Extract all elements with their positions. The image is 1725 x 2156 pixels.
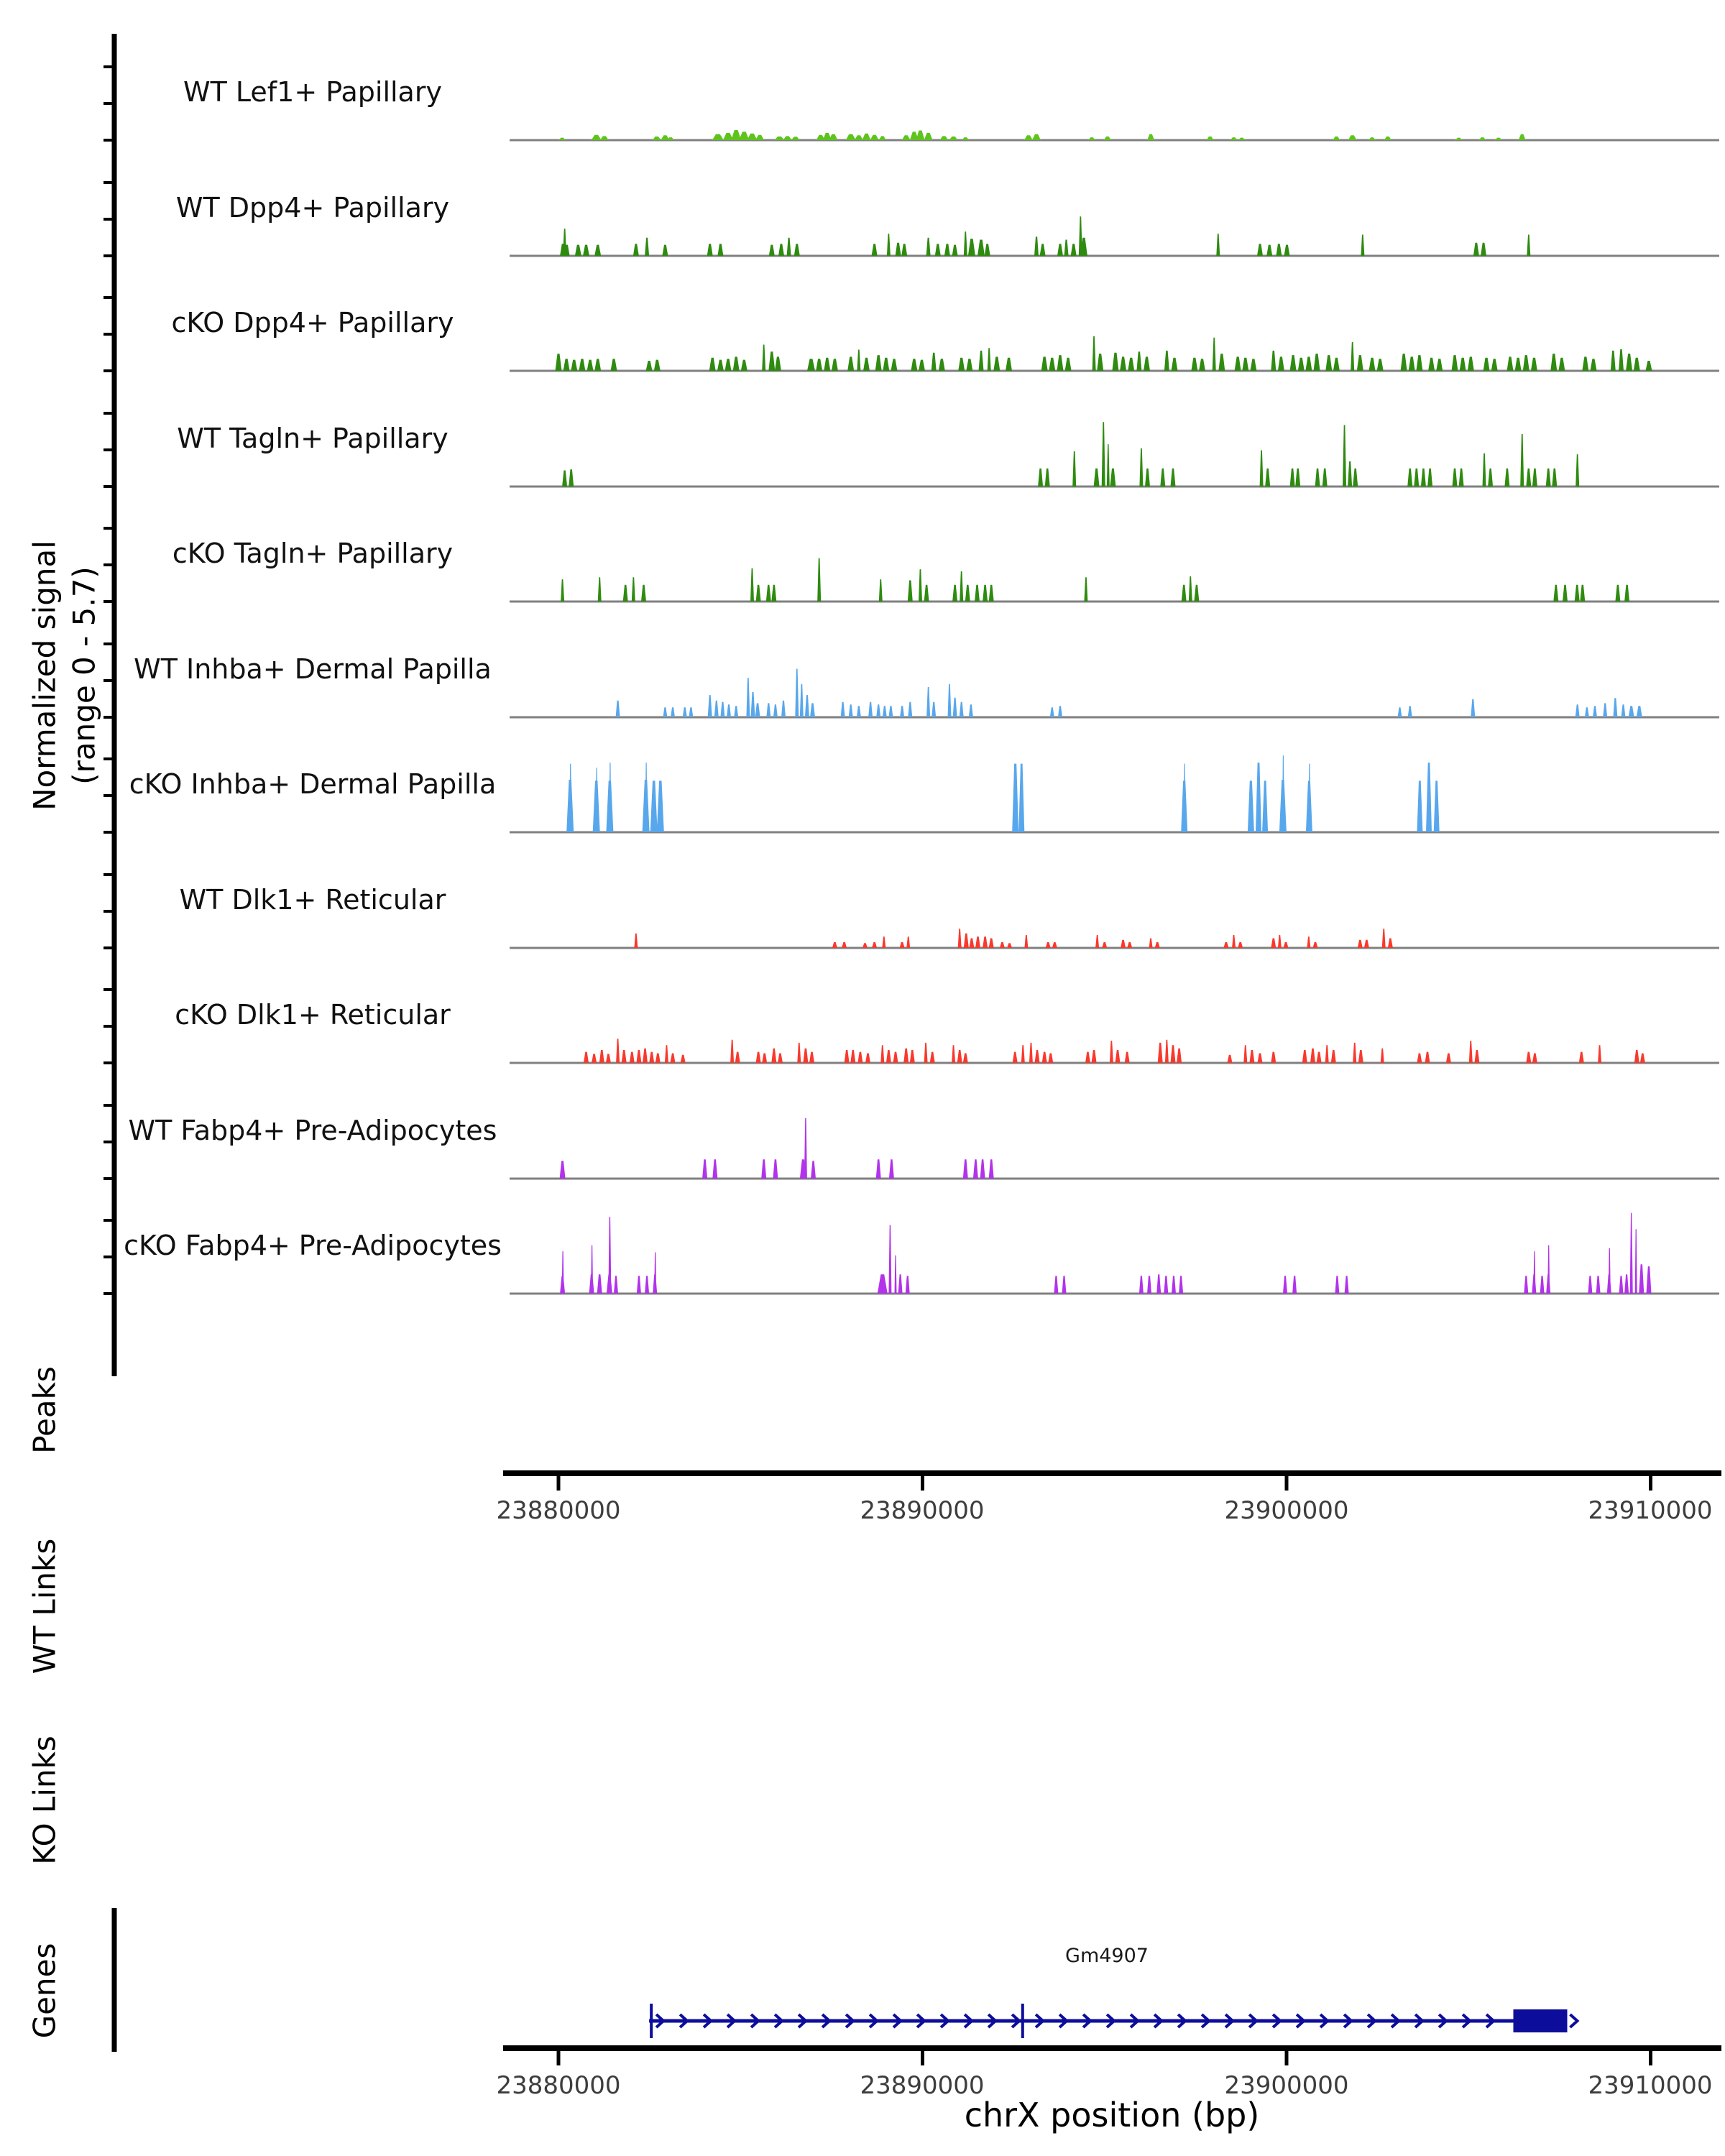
track-signal-4 (561, 558, 1629, 602)
genes-axis-tick-23900000: 23900000 (1224, 2071, 1349, 2100)
track-signal-6 (566, 755, 1440, 832)
genes-axis-tick-23910000: 23910000 (1588, 2071, 1713, 2100)
section-label-ko-links: KO Links (27, 1736, 63, 1865)
track-label-wt-lef1-papillary: WT Lef1+ Papillary (183, 76, 442, 108)
track-signal-0 (558, 130, 1526, 140)
section-label-peaks: Peaks (27, 1366, 63, 1454)
peaks-axis-tick-23880000: 23880000 (496, 1496, 621, 1525)
gene-name-label: Gm4907 (1065, 1945, 1149, 1967)
section-label-wt-links: WT Links (27, 1538, 63, 1674)
track-signal-5 (616, 669, 1642, 717)
track-label-wt-inhba-dp: WT Inhba+ Dermal Papilla (134, 653, 492, 685)
track-label-cko-dpp4-papillary: cKO Dpp4+ Papillary (171, 307, 454, 338)
x-axis-title: chrX position (bp) (964, 2096, 1260, 2134)
track-signal-8 (584, 1038, 1645, 1063)
y-axis-label-line1: Normalized signal (27, 540, 63, 811)
peaks-axis-tick-23900000: 23900000 (1224, 1496, 1349, 1525)
track-signal-3 (562, 422, 1579, 487)
track-label-wt-tagln-papillary: WT Tagln+ Papillary (177, 423, 448, 454)
track-label-wt-dlk1-reticular: WT Dlk1+ Reticular (179, 884, 446, 916)
genes-axis-tick-23880000: 23880000 (496, 2071, 621, 2100)
peaks-axis-tick-23890000: 23890000 (860, 1496, 985, 1525)
track-label-wt-dpp4-papillary: WT Dpp4+ Papillary (175, 192, 450, 224)
track-signal-9 (560, 1118, 994, 1179)
track-signal-2 (556, 336, 1652, 371)
track-label-wt-fabp4-preadip: WT Fabp4+ Pre-Adipocytes (128, 1115, 497, 1146)
y-axis-label-line2: (range 0 - 5.7) (66, 566, 102, 785)
track-label-cko-dlk1-reticular: cKO Dlk1+ Reticular (175, 999, 451, 1031)
track-label-cko-inhba-dp: cKO Inhba+ Dermal Papilla (129, 768, 497, 800)
track-signal-1 (560, 216, 1530, 256)
track-signal-10 (560, 1213, 1651, 1294)
genes-axis-tick-23890000: 23890000 (860, 2071, 985, 2100)
peaks-axis-tick-23910000: 23910000 (1588, 1496, 1713, 1525)
track-label-cko-fabp4-preadip: cKO Fabp4+ Pre-Adipocytes (124, 1230, 502, 1261)
section-label-genes: Genes (27, 1943, 63, 2039)
gene-exon-box (1514, 2009, 1568, 2032)
track-signal-7 (634, 929, 1393, 948)
track-label-cko-tagln-papillary: cKO Tagln+ Papillary (172, 538, 454, 569)
